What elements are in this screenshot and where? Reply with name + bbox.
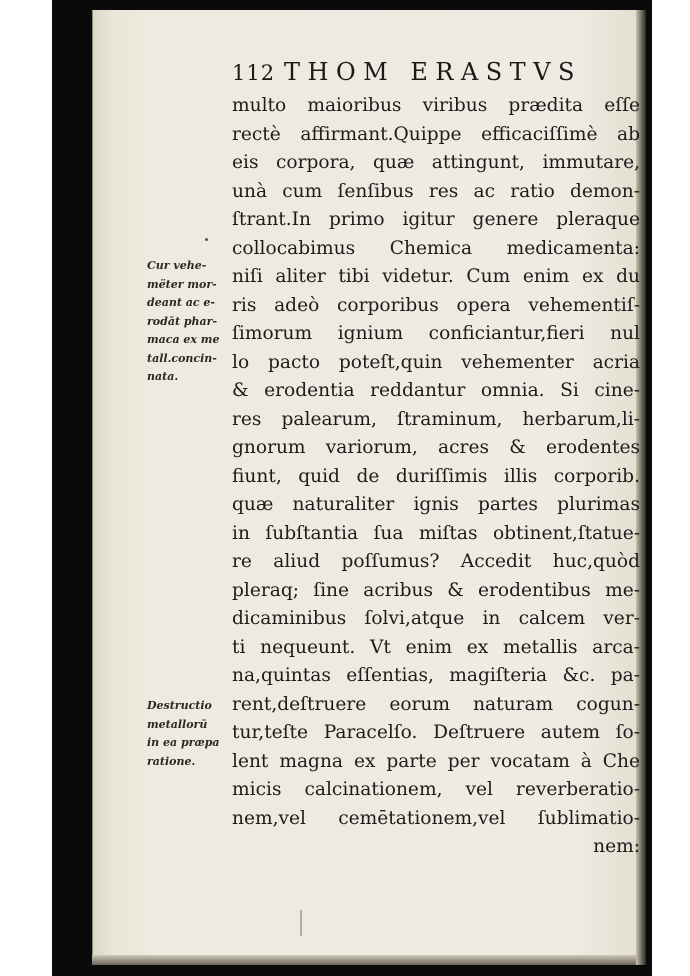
margin-note-line: rodāt phar- [147,314,218,328]
text-line: dicaminibus ſolvi,atque in calcem ver- [232,608,640,629]
margin-note-line: ratione. [147,754,196,768]
margin-note-line: Destructio [147,699,212,712]
text-line: na,quintas eſſentias, magiſteria &c. pa- [232,665,640,686]
text-line: lent magna ex parte per vocatam à Che [232,750,640,772]
margin-note-line: tall.concin- [147,351,217,365]
text-line: ſtrant.In primo igitur genere pleraque [232,209,640,230]
running-title: THOM ERASTVS [284,58,582,86]
text-line: gnorum variorum, acres & erodentes [232,437,640,458]
margin-note [147,257,233,387]
margin-note-line: maca ex me [147,333,220,346]
pencil-mark [300,910,302,936]
text-line: rent,deſtruere eorum naturam cogun- [232,693,640,715]
text-line: fiunt, quid de duriſſimis illis corporib. [232,465,640,487]
margin-note-line: deant ac e- [147,296,215,309]
text-line: unà cum ſenſibus res ac ratio demon- [232,180,640,202]
page-number: 112 [232,61,276,85]
text-line: tur,teſte Paracelſo. Deſtruere autem ſo- [232,722,640,743]
text-line: eis corpora, quæ attingunt, immutare, [232,152,640,173]
text-line: ſimorum ignium conficiantur,fieri nul [232,323,640,344]
catchword-line: nem: [593,836,640,857]
body-text [232,92,640,862]
text-line: res palearum, ſtraminum, herbarum,li- [232,408,640,430]
margin-note-line: in ea præpa [147,736,220,749]
text-line: ti nequeunt. Vt enim ex metallis arca- [232,636,640,658]
text-line: collocabimus Chemica medicamenta: [232,237,640,259]
page-bottom-edge [92,955,636,965]
text-line: lo pacto poteſt,quin vehementer acria [232,351,640,373]
margin-note-line: nata. [147,370,179,383]
text-line: micis calcinationem, vel reverberatio- [232,779,640,800]
text-line: nem,vel cemētationem,vel ſublimatio- [232,807,640,829]
margin-note-line: metallorū [147,717,208,731]
margin-note-line: mëter mor- [147,277,217,291]
text-line: rectè affirmant.Quippe efficaciſſimè ab [232,123,640,145]
margin-note-line: Cur vehe- [147,259,207,272]
running-head [232,58,638,86]
text-line: multo maioribus viribus prædita eſſe [232,95,640,116]
text-line: & erodentia reddantur omnia. Si cine- [232,380,640,401]
text-line: ris adeò corporibus opera vehementiſ- [232,294,640,316]
text-line: pleraq; ſine acribus & erodentibus me- [232,579,640,601]
margin-note [147,697,233,771]
text-line: re aliud poſſumus? Accedit huc,quòd [232,551,640,572]
ink-speck [205,238,208,241]
text-line: niſi aliter tibi videtur. Cum enim ex du [232,266,640,287]
text-line: in ſubſtantia ſua miſtas obtinent,ſtatue- [232,522,640,544]
text-line: quæ naturaliter ignis partes plurimas [232,494,640,515]
